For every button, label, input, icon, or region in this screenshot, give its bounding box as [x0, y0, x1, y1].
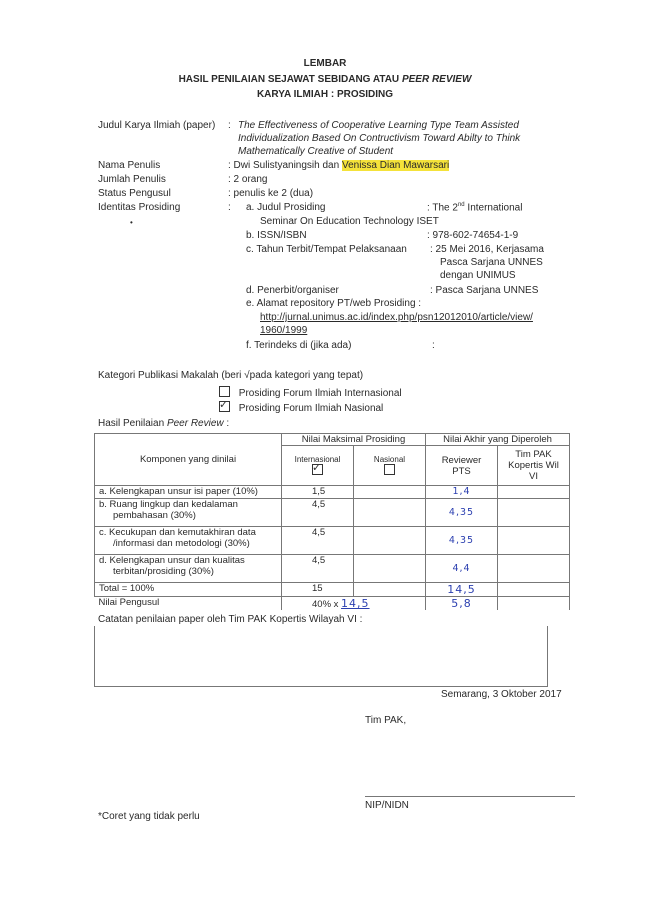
row-d-tim — [498, 555, 570, 583]
checkbox-internasional[interactable] — [219, 386, 230, 397]
nilai-formula-hand: 14,5 — [341, 597, 370, 610]
identitas-colon: : — [228, 202, 231, 213]
table-row-nilai — [95, 597, 570, 611]
total-label: Total = 100% — [95, 583, 282, 597]
head-reviewer — [426, 446, 498, 486]
head-internasional — [282, 446, 354, 486]
signature-line — [365, 796, 575, 797]
checkbox-nasional[interactable] — [219, 401, 230, 412]
jumlah-label: Jumlah Penulis — [98, 174, 166, 185]
row-c-reviewer: 4,35 — [426, 527, 498, 555]
tim-pak-label: Tim PAK, — [365, 715, 407, 726]
kategori-option-internasional-label: Prosiding Forum Ilmiah Internasional — [238, 388, 402, 399]
row-c-komponen-2: /informasi dan metodologi (30%) — [113, 538, 250, 549]
table-row-total — [95, 583, 570, 597]
total-tim — [498, 583, 570, 597]
identitas-c-label: c. Tahun Terbit/Tempat Pelaksanaan — [246, 244, 407, 255]
identitas-a-value-2: Seminar On Education Technology ISET — [260, 216, 439, 227]
identitas-b-value: : 978-602-74654-1-9 — [427, 230, 519, 241]
table-row — [95, 486, 570, 499]
a-value-post: International — [464, 202, 523, 214]
nilai-reviewer: 5,8 — [426, 597, 498, 611]
head-nasional-label: Nasional — [373, 455, 406, 464]
head-maks: Nilai Maksimal Prosiding — [282, 434, 426, 446]
nama-value-text: : Dwi Sulistyaningsih dan — [228, 160, 342, 171]
identitas-c-value-1: : 25 Mei 2016, Kerjasama — [430, 244, 544, 255]
kategori-option-nasional[interactable] — [219, 401, 383, 414]
repository-url-2[interactable]: 1960/1999 — [260, 325, 308, 336]
nilai-formula-text: 40% x — [312, 599, 342, 610]
head-akhir: Nilai Akhir yang Diperoleh — [426, 434, 570, 446]
nama-value — [228, 160, 449, 171]
row-b-max: 4,5 — [282, 499, 354, 527]
hasil-title-text: Hasil Penilaian — [98, 418, 167, 429]
status-label: Status Pengusul — [98, 188, 171, 199]
table-row — [95, 555, 570, 583]
row-c-max: 4,5 — [282, 527, 354, 555]
kategori-title: Kategori Publikasi Makalah (beri √pada kategori yang tepat) — [98, 370, 364, 381]
repository-url[interactable]: http://jurnal.unimus.ac.id/index.php/psn12012010/article/view/ — [260, 312, 533, 323]
row-d-komponen-2: terbitan/prosiding (30%) — [113, 566, 214, 577]
row-a-komponen: a. Kelengkapan unsur isi paper (10%) — [95, 486, 282, 499]
row-c-tim — [498, 527, 570, 555]
place-date: Semarang, 3 Oktober 2017 — [441, 689, 562, 700]
row-a-max: 1,5 — [282, 486, 354, 499]
row-b-komponen-1: b. Ruang lingkup dan kedalaman — [99, 499, 238, 510]
head-nasional — [354, 446, 426, 486]
identitas-c-value-2: Pasca Sarjana UNNES — [440, 257, 543, 268]
hasil-title-end: : — [223, 418, 230, 429]
checkbox-col-internasional[interactable] — [312, 464, 323, 475]
head-komponen: Komponen yang dinilai — [95, 434, 282, 486]
row-c-komponen — [95, 527, 282, 555]
kategori-option-nasional-label: Prosiding Forum Ilmiah Nasional — [238, 403, 384, 414]
identitas-f-colon: : — [432, 340, 435, 351]
row-d-komponen — [95, 555, 282, 583]
identitas-a-label: a. Judul Prosiding — [246, 202, 326, 213]
row-b-komponen-2: pembahasan (30%) — [113, 510, 196, 521]
nilai-formula — [282, 597, 426, 611]
stray-dot: • — [130, 218, 133, 227]
row-d-reviewer: 4,4 — [426, 555, 498, 583]
judul-line-2: Individualization Based On Contructivism Toward Abilty to Think — [238, 133, 521, 144]
header-lembar: LEMBAR — [303, 58, 347, 69]
header-subtitle: KARYA ILMIAH : PROSIDING — [256, 89, 394, 100]
identitas-e-label: e. Alamat repository PT/web Prosiding : — [246, 298, 422, 309]
row-c-nas — [354, 527, 426, 555]
header-title-italic: PEER REVIEW — [401, 74, 472, 85]
row-b-komponen — [95, 499, 282, 527]
nilai-label: Nilai Pengusul — [95, 597, 282, 611]
identitas-d-value: : Pasca Sarjana UNNES — [430, 285, 539, 296]
total-reviewer: 14,5 — [426, 583, 498, 597]
head-tim-3: VI — [529, 471, 538, 482]
row-d-nas — [354, 555, 426, 583]
hasil-title — [98, 418, 229, 429]
nilai-tim — [498, 597, 570, 611]
score-table — [94, 433, 570, 610]
row-a-reviewer: 1,4 — [426, 486, 498, 499]
kategori-option-internasional[interactable] — [219, 386, 402, 399]
row-b-nas — [354, 499, 426, 527]
judul-label: Judul Karya Ilmiah (paper) — [98, 120, 216, 131]
row-d-komponen-1: d. Kelengkapan unsur dan kualitas — [99, 555, 245, 566]
row-a-tim — [498, 486, 570, 499]
nama-value-highlight: Venissa Dian Mawarsari — [341, 160, 450, 171]
head-internasional-label: Internasional — [294, 455, 341, 464]
identitas-b-label: b. ISSN/ISBN — [246, 230, 307, 241]
head-tim-pak — [498, 446, 570, 486]
header-title — [0, 74, 650, 85]
a-value-sup: nd — [457, 202, 465, 208]
catatan-label: Catatan penilaian paper oleh Tim PAK Kopertis Wilayah VI : — [98, 614, 363, 625]
identitas-d-label: d. Penerbit/organiser — [246, 285, 339, 296]
nama-label: Nama Penulis — [98, 160, 161, 171]
catatan-box[interactable] — [94, 626, 548, 687]
judul-colon: : — [228, 120, 231, 131]
hasil-title-italic: Peer Review — [166, 418, 224, 429]
identitas-f-label: f. Terindeks di (jika ada) — [246, 340, 352, 351]
judul-line-1: The Effectiveness of Cooperative Learning Type Team Assisted — [238, 120, 519, 131]
row-b-tim — [498, 499, 570, 527]
table-row — [95, 527, 570, 555]
checkbox-col-nasional[interactable] — [384, 464, 395, 475]
total-nas — [354, 583, 426, 597]
row-c-komponen-1: c. Kecukupan dan kemutakhiran data — [99, 527, 256, 538]
row-d-max: 4,5 — [282, 555, 354, 583]
status-value: : penulis ke 2 (dua) — [228, 188, 314, 199]
table-row — [95, 499, 570, 527]
a-value-pre: : The 2 — [427, 202, 458, 214]
row-a-nas — [354, 486, 426, 499]
identitas-c-value-3: dengan UNIMUS — [440, 270, 516, 281]
identitas-a-value — [427, 202, 522, 213]
jumlah-value: : 2 orang — [228, 174, 268, 185]
head-reviewer-2: PTS — [452, 465, 471, 477]
footnote: *Coret yang tidak perlu — [98, 811, 200, 822]
head-tim-2: Kopertis Wil — [508, 460, 559, 471]
identitas-label: Identitas Prosiding — [98, 202, 181, 213]
head-tim-1: Tim PAK — [515, 449, 552, 460]
judul-line-3: Mathematically Creative of Student — [238, 146, 394, 157]
head-reviewer-1: Reviewer — [441, 454, 482, 466]
nip-nidn: NIP/NIDN — [365, 800, 409, 811]
total-max: 15 — [282, 583, 354, 597]
header-title-text: HASIL PENILAIAN SEJAWAT SEBIDANG ATAU — [178, 74, 402, 85]
row-b-reviewer: 4,35 — [426, 499, 498, 527]
